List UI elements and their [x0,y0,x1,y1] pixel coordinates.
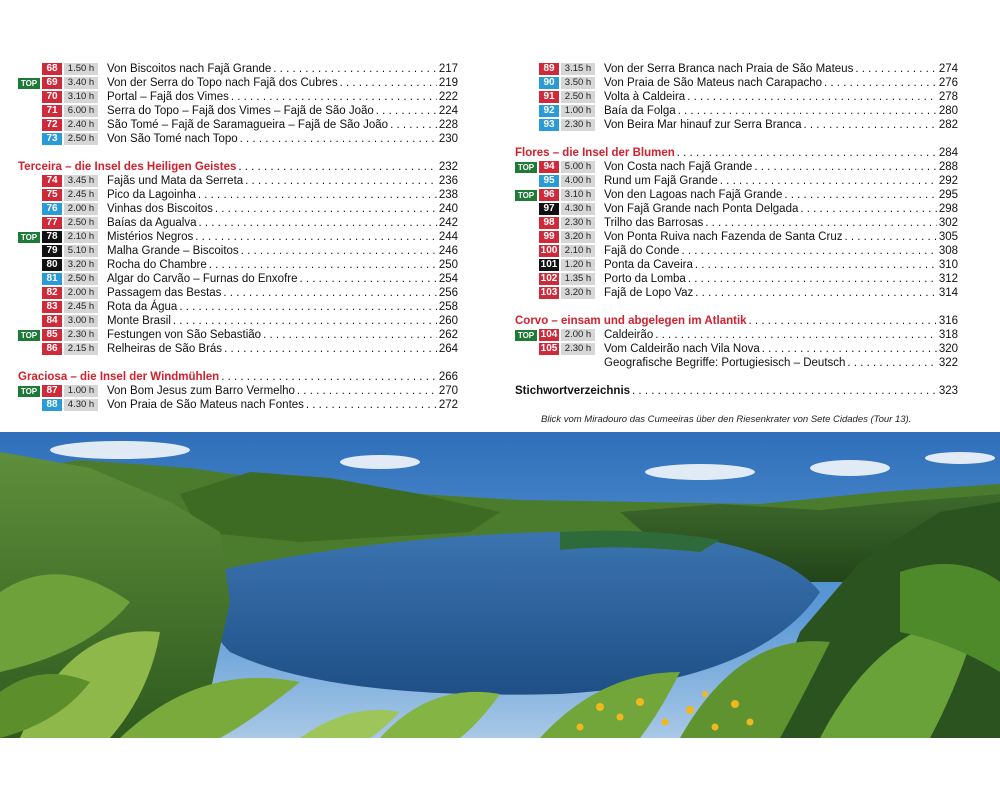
dot-leader [376,104,437,118]
tour-duration: 4.30 h [64,399,98,411]
tour-duration: 6.00 h [64,105,98,117]
toc-page-number: 280 [938,105,958,117]
toc-tour-row [515,216,958,230]
top-badge: TOP [515,330,537,341]
toc-section-header [515,314,958,328]
toc-entry-title: Caldeirão [604,329,654,341]
toc-page-number: 244 [438,231,458,243]
toc-page-number: 254 [438,273,458,285]
tour-duration: 2.45 h [64,301,98,313]
dot-leader [306,398,437,412]
tour-duration: 1.35 h [561,273,595,285]
toc-entry-title: Von Praia de São Mateus nach Carapacho [604,77,823,89]
toc-page-number: 222 [438,91,458,103]
toc-entry-title: Terceira – die Insel des Heiligen Geistes [18,161,237,173]
toc-page-number: 242 [438,217,458,229]
toc-tour-row [515,104,958,118]
toc-entry-title: Rund um Fajã Grande [604,175,718,187]
toc-page-number: 320 [938,343,958,355]
tour-number-badge: 82 [42,287,62,299]
toc-page-number: 258 [438,301,458,313]
toc-tour-row [18,328,458,342]
toc-tour-row [18,202,458,216]
dot-leader [224,342,437,356]
toc-page-number: 302 [938,217,958,229]
dot-leader [695,258,937,272]
toc-entry-title: Relheiras de São Brás [107,343,223,355]
toc-tour-row [515,230,958,244]
tour-number-badge: 78 [42,231,62,243]
tour-number-badge: 100 [540,245,558,256]
tour-number-badge: 98 [539,217,559,229]
toc-page-number: 266 [438,371,458,383]
tour-duration: 2.15 h [64,343,98,355]
toc-index-row [515,384,958,398]
toc-entry-title: Von der Serra do Topo nach Fajã dos Cubres [107,77,338,89]
tour-duration: 2.50 h [64,273,98,285]
toc-page-number: 314 [938,287,958,299]
tour-number-badge: 87 [42,385,62,397]
tour-duration: 5.10 h [64,245,98,257]
dot-leader [340,76,437,90]
toc-entry-title: Von Bom Jesus zum Barro Vermelho [107,385,295,397]
toc-page-number: 276 [938,77,958,89]
dot-leader [273,62,437,76]
tour-duration: 2.10 h [64,231,98,243]
tour-number-badge: 71 [42,105,62,117]
toc-entry-title: Festungen von São Sebastião [107,329,262,341]
tour-duration: 1.50 h [64,63,98,75]
toc-entry-title: Passagem das Bestas [107,287,222,299]
toc-tour-row [18,188,458,202]
tour-number-badge: 95 [539,175,559,187]
tour-number-badge: 104 [540,329,558,340]
toc-tour-row [515,188,958,202]
toc-entry-title: Vom Caldeirão nach Vila Nova [604,343,760,355]
toc-tour-row [18,76,458,90]
dot-leader [824,76,937,90]
tour-number-badge: 70 [42,91,62,103]
tour-number-badge: 90 [539,77,559,89]
toc-tour-row [18,118,458,132]
tour-number-badge: 89 [539,63,559,75]
tour-duration: 2.30 h [561,217,595,229]
tour-number-badge: 69 [42,77,62,89]
tour-number-badge: 93 [539,119,559,131]
toc-tour-row [515,328,958,342]
toc-entry-title: Rocha do Chambre [107,259,207,271]
tour-number-badge: 84 [42,315,62,327]
toc-spacer [515,132,958,146]
toc-page-number: 217 [438,63,458,75]
toc-entry-title: Flores – die Insel der Blumen [515,147,675,159]
tour-duration: 3.10 h [561,189,595,201]
toc-page-number: 238 [438,189,458,201]
tour-number-badge: 80 [42,259,62,271]
dot-leader [179,300,436,314]
dot-leader [263,328,437,342]
toc-page-number: 278 [938,91,958,103]
dot-leader [245,174,437,188]
top-badge: TOP [18,386,40,397]
toc-section-header [18,370,458,384]
toc-page-number: 272 [438,399,458,411]
toc-entry-title: Von São Tomé nach Topo [107,133,238,145]
toc-entry-title: Von Ponta Ruiva nach Fazenda de Santa Cruz [604,231,843,243]
toc-page-number: 230 [438,133,458,145]
toc-entry-title: Serra do Topo – Fajã dos Vimes – Fajã de São João [107,105,374,117]
toc-tour-row [515,244,958,258]
tour-duration: 2.30 h [561,343,595,355]
toc-page-number: 262 [438,329,458,341]
toc-entry-title: Volta à Caldeira [604,91,686,103]
toc-entry-title: Von Costa nach Fajã Grande [604,161,753,173]
toc-entry-title: Mistérios Negros [107,231,194,243]
toc-page-number: 288 [938,161,958,173]
toc-entry-title: Fajã de Lopo Vaz [604,287,694,299]
toc-tour-row [18,258,458,272]
dot-leader [231,90,437,104]
toc-entry-title: Porto da Lomba [604,273,686,285]
toc-page-number: 236 [438,175,458,187]
tour-duration: 2.30 h [64,329,98,341]
top-badge: TOP [18,78,40,89]
dot-leader [804,118,937,132]
dot-leader [195,230,437,244]
toc-tour-row [515,342,958,356]
toc-page-number: 292 [938,175,958,187]
toc-entry-title: Fajã do Conde [604,245,680,257]
tour-duration: 2.00 h [561,329,595,341]
toc-page-number: 250 [438,259,458,271]
dot-leader [688,272,937,286]
top-badge: TOP [18,330,40,341]
tour-duration: 3.00 h [64,315,98,327]
toc-tour-row [515,76,958,90]
tour-duration: 3.20 h [561,287,595,299]
toc-tour-row [18,104,458,118]
dot-leader [695,286,937,300]
toc-tour-row [18,272,458,286]
toc-entry-title: Von Praia de São Mateus nach Fontes [107,399,304,411]
toc-page-number: 219 [438,77,458,89]
tour-duration: 2.00 h [64,203,98,215]
toc-page-number: 305 [938,231,958,243]
toc-page-number: 312 [938,273,958,285]
dot-leader [240,132,437,146]
toc-page-number: 224 [438,105,458,117]
toc-entry-title: Fajãs und Mata da Serreta [107,175,244,187]
tour-number-badge: 97 [539,203,559,215]
toc-tour-row [18,216,458,230]
toc-page-number: 240 [438,203,458,215]
tour-number-badge: 86 [42,343,62,355]
toc-entry-title: Von Biscoitos nach Fajã Grande [107,63,272,75]
tour-number-badge: 99 [539,231,559,243]
top-badge: TOP [18,232,40,243]
toc-tour-row [515,62,958,76]
dot-leader [173,314,437,328]
dot-leader [677,146,937,160]
tour-duration: 4.00 h [561,175,595,187]
toc-page-number: 323 [938,385,958,397]
toc-entry-title: Baía da Folga [604,105,676,117]
photo-caption: Blick vom Miradouro das Cumeeiras über den Riesenkrater von Sete Cidades (Tour 13). [541,414,912,425]
toc-tour-row [515,202,958,216]
tour-duration: 2.00 h [64,287,98,299]
dot-leader [209,258,437,272]
dot-leader [855,62,936,76]
tour-duration: 2.50 h [64,217,98,229]
toc-section-header [18,160,458,174]
toc-tour-row [515,174,958,188]
tour-number-badge: 83 [42,301,62,313]
dot-leader [762,342,937,356]
toc-page-number: 308 [938,245,958,257]
toc-page-number: 322 [938,357,958,369]
toc-spacer [515,300,958,314]
tour-number-badge: 94 [539,161,559,173]
toc-page-number: 228 [438,119,458,131]
tour-duration: 1.20 h [561,259,595,271]
tour-duration: 2.50 h [64,133,98,145]
tour-number-badge: 101 [540,259,558,270]
toc-left-column [18,62,458,412]
dot-leader [720,174,937,188]
toc-entry-title: Monte Brasil [107,315,171,327]
toc-entry-title: Corvo – einsam und abgelegen im Atlantik [515,315,747,327]
toc-page-number: 310 [938,259,958,271]
toc-entry-title: Von der Serra Branca nach Praia de São Mateus [604,63,854,75]
tour-duration: 2.40 h [64,119,98,131]
tour-number-badge: 72 [42,119,62,131]
dot-leader [390,118,437,132]
dot-leader [844,230,936,244]
toc-page-number: 318 [938,329,958,341]
tour-duration: 3.15 h [561,63,595,75]
tour-number-badge: 79 [42,245,62,257]
toc-spacer [18,146,458,160]
tour-duration: 2.50 h [561,91,595,103]
dot-leader [215,202,437,216]
tour-duration: 2.10 h [561,245,595,257]
toc-page-number: 284 [938,147,958,159]
toc-tour-row [515,90,958,104]
toc-page-number: 316 [938,315,958,327]
toc-entry-title: Von den Lagoas nach Fajã Grande [604,189,783,201]
toc-page-number: 264 [438,343,458,355]
toc-entry-title: Stichwortverzeichnis [515,385,631,397]
dot-leader [681,244,936,258]
dot-leader [238,160,436,174]
photo-illustration [0,432,1000,738]
toc-tour-row [18,244,458,258]
toc-tour-row [18,398,458,412]
toc-entry-title: Rota da Água [107,301,178,313]
toc-tour-row [18,286,458,300]
toc-tour-row [18,90,458,104]
toc-entry-title: Von Beira Mar hinauf zur Serra Branca [604,119,802,131]
toc-page-number: 282 [938,119,958,131]
dot-leader [847,356,936,370]
toc-tour-row [515,286,958,300]
tour-duration: 1.00 h [64,385,98,397]
dot-leader [800,202,936,216]
toc-tour-row [18,384,458,398]
toc-tour-row [18,62,458,76]
dot-leader [297,384,437,398]
tour-number-badge: 102 [540,273,558,284]
toc-entry-title: Trilho das Barrosas [604,217,704,229]
tour-number-badge: 96 [539,189,559,201]
toc-entry-title: Malha Grande – Biscoitos [107,245,239,257]
toc-tour-row [18,174,458,188]
toc-section-header [515,146,958,160]
dot-leader [687,90,937,104]
tour-number-badge: 73 [42,133,62,145]
dot-leader [705,216,937,230]
toc-page-number: 260 [438,315,458,327]
dot-leader [678,104,937,118]
tour-duration: 2.45 h [64,189,98,201]
tour-duration: 3.20 h [561,231,595,243]
dot-leader [198,188,437,202]
tour-number-badge: 91 [539,91,559,103]
tour-number-badge: 88 [42,399,62,411]
toc-entry-title: Graciosa – die Insel der Windmühlen [18,371,220,383]
tour-number-badge: 77 [42,217,62,229]
toc-entry-title: Von Fajã Grande nach Ponta Delgada [604,203,799,215]
dot-leader [754,160,936,174]
toc-entry-title: Pico da Lagoinha [107,189,196,201]
dot-leader [749,314,937,328]
tour-duration: 5.00 h [561,161,595,173]
dot-leader [241,244,437,258]
toc-page-number: 246 [438,245,458,257]
crater-lake-photo [0,432,1000,738]
tour-number-badge: 105 [540,343,558,354]
tour-duration: 2.30 h [561,119,595,131]
tour-number-badge: 81 [42,273,62,285]
toc-page-number: 256 [438,287,458,299]
toc-tour-row [18,230,458,244]
tour-duration: 4.30 h [561,203,595,215]
toc-page-number: 232 [438,161,458,173]
toc-tour-row [18,132,458,146]
tour-number-badge: 76 [42,203,62,215]
tour-duration: 1.00 h [561,105,595,117]
toc-tour-row [18,314,458,328]
top-badge: TOP [515,162,537,173]
toc-tour-row [515,272,958,286]
tour-duration: 3.50 h [561,77,595,89]
toc-tour-row [515,160,958,174]
toc-entry-title: Baías da Agualva [107,217,197,229]
dot-leader [300,272,437,286]
toc-spacer [18,356,458,370]
tour-duration: 3.10 h [64,91,98,103]
tour-number-badge: 75 [42,189,62,201]
toc-page-number: 298 [938,203,958,215]
toc-entry-title: Geografische Begriffe: Portugiesisch – Deutsch [604,357,846,369]
toc-page-number: 295 [938,189,958,201]
tour-number-badge: 74 [42,175,62,187]
dot-leader [632,384,937,398]
dot-leader [199,216,437,230]
tour-duration: 3.20 h [64,259,98,271]
toc-tour-row [18,300,458,314]
tour-number-badge: 85 [42,329,62,341]
toc-right-column [515,62,958,398]
dot-leader [223,286,436,300]
dot-leader [655,328,937,342]
toc-entry-title: Algar do Carvão – Furnas do Enxofre [107,273,298,285]
tour-number-badge: 68 [42,63,62,75]
toc-tour-row [515,118,958,132]
tour-duration: 3.40 h [64,77,98,89]
toc-tour-row [515,258,958,272]
toc-tour-row [18,342,458,356]
dot-leader [784,188,936,202]
toc-spacer [515,370,958,384]
tour-number-badge: 103 [540,287,558,298]
tour-duration: 3.45 h [64,175,98,187]
toc-entry-title: Portal – Fajã dos Vimes [107,91,229,103]
toc-entry-title: Vinhas dos Biscoitos [107,203,213,215]
toc-entry-title: São Tomé – Fajã de Saramagueira – Fajã de São João [107,119,389,131]
dot-leader [221,370,437,384]
toc-entry-title: Ponta da Caveira [604,259,693,271]
toc-appendix-row [515,356,958,370]
tour-number-badge: 92 [539,105,559,117]
top-badge: TOP [515,190,537,201]
toc-page-number: 274 [938,63,958,75]
toc-page-number: 270 [438,385,458,397]
